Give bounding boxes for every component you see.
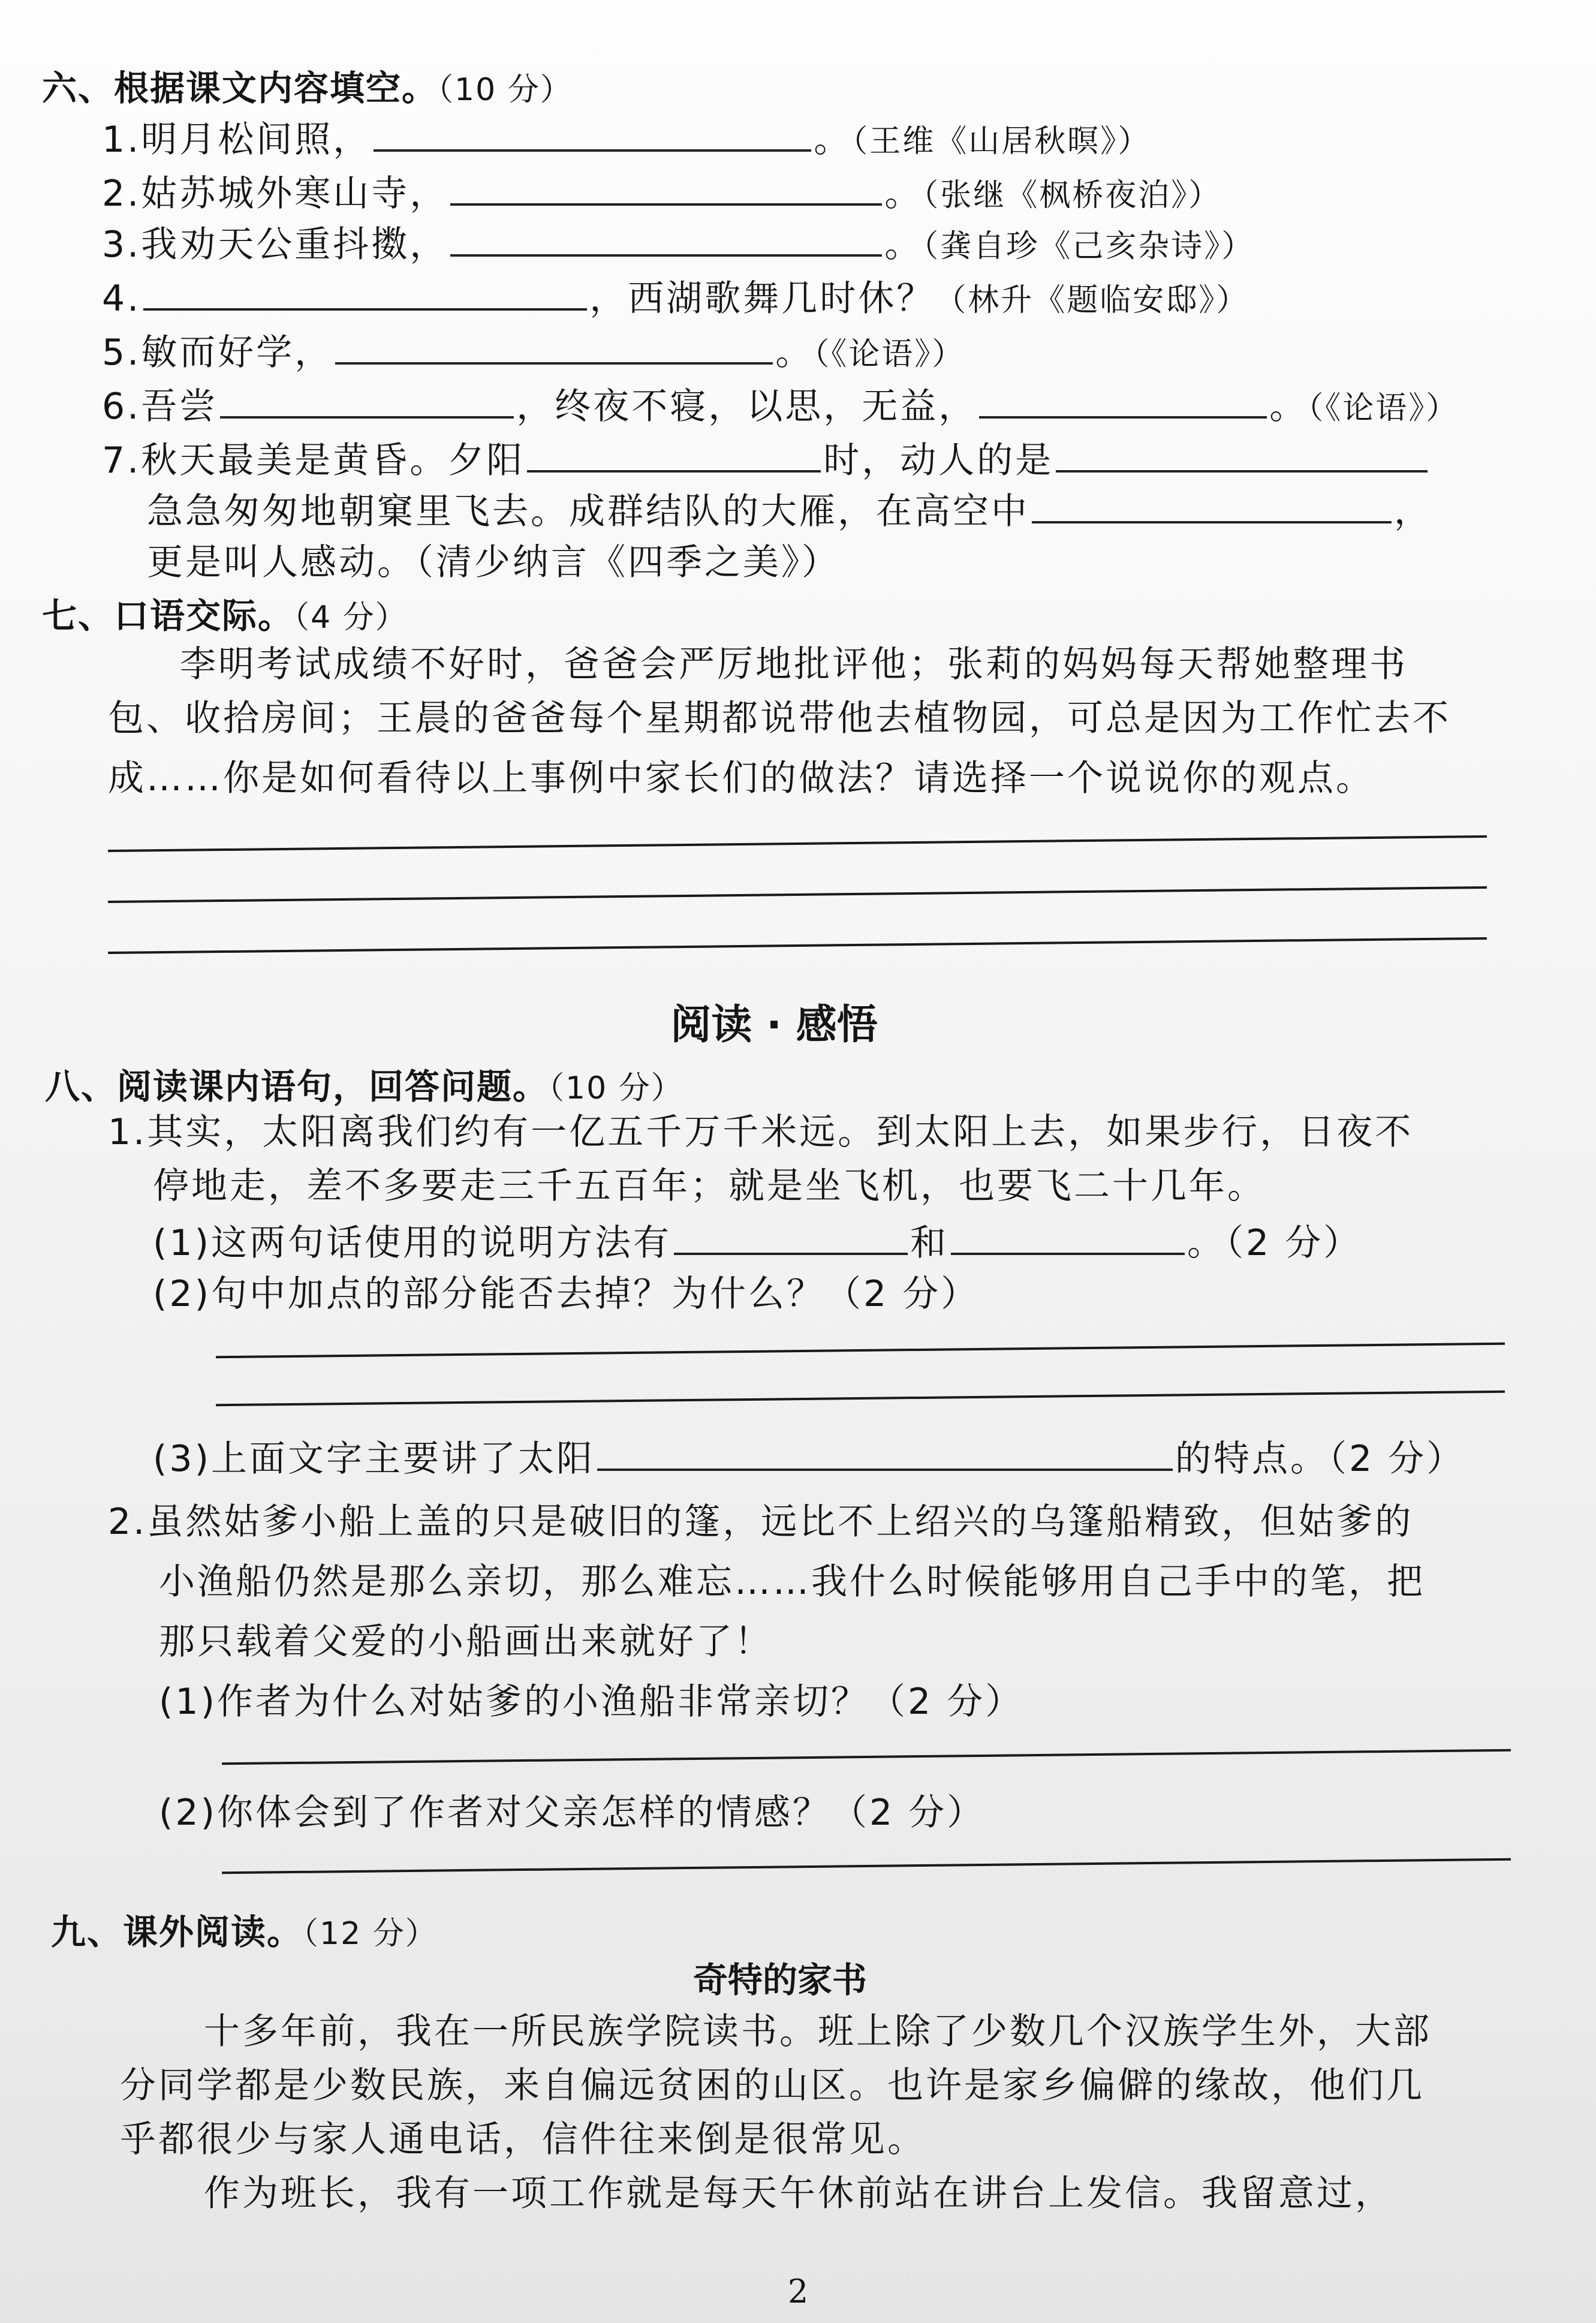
points: （10 分） bbox=[438, 72, 573, 108]
heading-text: 九、课外阅读。 bbox=[51, 1912, 303, 1952]
answer-blank[interactable] bbox=[143, 277, 587, 311]
section-9-heading bbox=[51, 1904, 438, 1954]
question-1-1 bbox=[153, 1214, 1362, 1266]
question-1-3 bbox=[153, 1430, 1465, 1482]
punct: 。 bbox=[814, 119, 853, 161]
answer-blank[interactable] bbox=[220, 385, 514, 419]
source: （张继《枫桥夜泊》） bbox=[923, 177, 1222, 213]
answer-blank[interactable] bbox=[527, 439, 821, 473]
paragraph-line: 包、收拾房间；王晨的爸爸每个星期都说带他去植物园，可总是因为工作忙去不 bbox=[108, 697, 1451, 739]
source: （《论语》） bbox=[1308, 390, 1459, 426]
heading-text: 六、根据课文内容填空。 bbox=[42, 68, 438, 109]
prompt-text: 敏而好学， bbox=[141, 332, 333, 374]
punct: 。 bbox=[775, 332, 814, 374]
points: （10 分） bbox=[549, 1070, 683, 1106]
prompt-text: 姑苏城外寒山寺， bbox=[141, 173, 448, 215]
answer-line[interactable] bbox=[108, 937, 1487, 954]
source: （《论语》） bbox=[814, 336, 965, 372]
answer-blank[interactable] bbox=[1056, 439, 1428, 473]
reading-section-title: 阅读 · 感悟 bbox=[670, 1001, 878, 1049]
points: （12 分） bbox=[303, 1916, 438, 1952]
answer-blank[interactable] bbox=[335, 331, 773, 365]
section-8-heading bbox=[45, 1058, 683, 1109]
item-number: 6. bbox=[102, 386, 141, 428]
answer-line[interactable] bbox=[108, 835, 1487, 852]
question-text: 。（2 分） bbox=[1187, 1222, 1362, 1264]
fill-item-7-line-3 bbox=[147, 534, 840, 585]
fill-item-2 bbox=[102, 165, 1221, 216]
source: （龚自珍《己亥杂诗》） bbox=[923, 228, 1255, 264]
answer-line[interactable] bbox=[222, 1858, 1511, 1874]
answer-blank[interactable] bbox=[674, 1221, 908, 1255]
fill-item-7-line-2 bbox=[147, 483, 1432, 534]
passage-line: 2.虽然姑爹小船上盖的只是破旧的篷，远比不上绍兴的乌篷船精致，但姑爹的 bbox=[108, 1501, 1414, 1543]
item-number: 5. bbox=[102, 332, 141, 374]
punct: 。 bbox=[1269, 386, 1308, 428]
section-7-heading bbox=[42, 588, 408, 638]
answer-blank[interactable] bbox=[450, 223, 882, 257]
fill-item-6 bbox=[102, 378, 1459, 429]
punct: 。 bbox=[884, 224, 923, 266]
prompt-text: 我劝天公重抖擞， bbox=[141, 224, 448, 266]
question-text: (3)上面文字主要讲了太阳 bbox=[153, 1438, 595, 1480]
question-1-2: (2)句中加点的部分能否去掉？为什么？（2 分） bbox=[153, 1273, 980, 1315]
heading-text: 八、阅读课内语句，回答问题。 bbox=[45, 1066, 549, 1107]
prompt-text: 明月松间照， bbox=[141, 119, 372, 161]
item-number: 4. bbox=[102, 278, 141, 320]
prompt-text: 时，动人的是 bbox=[823, 440, 1054, 482]
answer-blank[interactable] bbox=[450, 172, 882, 206]
points: （4 分） bbox=[294, 600, 408, 636]
passage-line: 那只载着父爱的小船画出来就好了！ bbox=[159, 1621, 773, 1663]
fill-item-4 bbox=[102, 270, 1249, 321]
question-text: (1)这两句话使用的说明方法有 bbox=[153, 1222, 671, 1264]
paragraph-line: 乎都很少与家人通电话，信件往来倒是很常见。 bbox=[120, 2119, 926, 2160]
paragraph-line: 十多年前，我在一所民族学院读书。班上除了少数几个汉族学生外，大部 bbox=[204, 2011, 1432, 2053]
question-text: 和 bbox=[910, 1222, 948, 1264]
answer-blank[interactable] bbox=[374, 118, 811, 152]
article-title: 奇特的家书 bbox=[692, 1960, 867, 2000]
item-number: 7. bbox=[102, 440, 141, 482]
answer-line[interactable] bbox=[222, 1749, 1511, 1765]
source: （王维《山居秋暝》） bbox=[852, 124, 1151, 160]
fill-item-7-line-1 bbox=[102, 432, 1430, 483]
fill-item-1 bbox=[102, 111, 1151, 163]
question-text: 的特点。（2 分） bbox=[1175, 1438, 1465, 1480]
paragraph-line: 分同学都是少数民族，来自偏远贫困的山区。也许是家乡偏僻的缘故，他们几 bbox=[120, 2065, 1425, 2107]
answer-line[interactable] bbox=[108, 886, 1487, 903]
answer-blank[interactable] bbox=[597, 1437, 1173, 1471]
question-2-1: (1)作者为什么对姑爹的小渔船非常亲切？（2 分） bbox=[159, 1681, 1024, 1723]
section-6-heading bbox=[42, 60, 573, 110]
passage-line: 1.其实，太阳离我们约有一亿五千万千米远。到太阳上去，如果步行，日夜不 bbox=[108, 1111, 1414, 1153]
prompt-text: ，终夜不寝，以思，无益， bbox=[516, 386, 977, 428]
heading-text: 七、口语交际。 bbox=[42, 595, 294, 636]
paragraph-line: 成……你是如何看待以上事例中家长们的做法？请选择一个说说你的观点。 bbox=[108, 757, 1374, 799]
item-number: 2. bbox=[102, 173, 141, 215]
answer-line[interactable] bbox=[216, 1343, 1505, 1359]
item-number: 3. bbox=[102, 224, 141, 266]
passage-line: 停地走，差不多要走三千五百年；就是坐飞机，也要飞二十几年。 bbox=[153, 1165, 1266, 1207]
prompt-text: 更是叫人感动。（清少纳言《四季之美》） bbox=[147, 541, 840, 583]
fill-item-5 bbox=[102, 324, 965, 375]
paragraph-line: 李明考试成绩不好时，爸爸会严厉地批评他；张莉的妈妈每天帮她整理书 bbox=[180, 643, 1408, 685]
prompt-text: 秋天最美是黄昏。夕阳 bbox=[141, 440, 525, 482]
answer-blank[interactable] bbox=[1032, 490, 1392, 523]
prompt-text: 吾尝 bbox=[141, 386, 218, 428]
paragraph-line: 作为班长，我有一项工作就是每天午休前站在讲台上发信。我留意过， bbox=[204, 2172, 1393, 2214]
answer-blank[interactable] bbox=[979, 385, 1267, 419]
answer-blank[interactable] bbox=[951, 1221, 1185, 1255]
prompt-text: 急急匆匆地朝窠里飞去。成群结队的大雁，在高空中 bbox=[147, 491, 1029, 532]
question-2-2: (2)你体会到了作者对父亲怎样的情感？（2 分） bbox=[159, 1792, 986, 1834]
prompt-text: ，西湖歌舞几时休？ bbox=[589, 278, 935, 320]
page-number: 2 bbox=[787, 2273, 809, 2310]
punct: ， bbox=[1394, 491, 1432, 532]
punct: 。 bbox=[884, 173, 923, 215]
item-number: 1. bbox=[102, 119, 141, 161]
source: （林升《题临安邸》） bbox=[935, 282, 1249, 318]
fill-item-3 bbox=[102, 216, 1254, 267]
answer-line[interactable] bbox=[216, 1391, 1505, 1407]
passage-line: 小渔船仍然是那么亲切，那么难忘……我什么时候能够用自己手中的笔，把 bbox=[159, 1561, 1425, 1603]
